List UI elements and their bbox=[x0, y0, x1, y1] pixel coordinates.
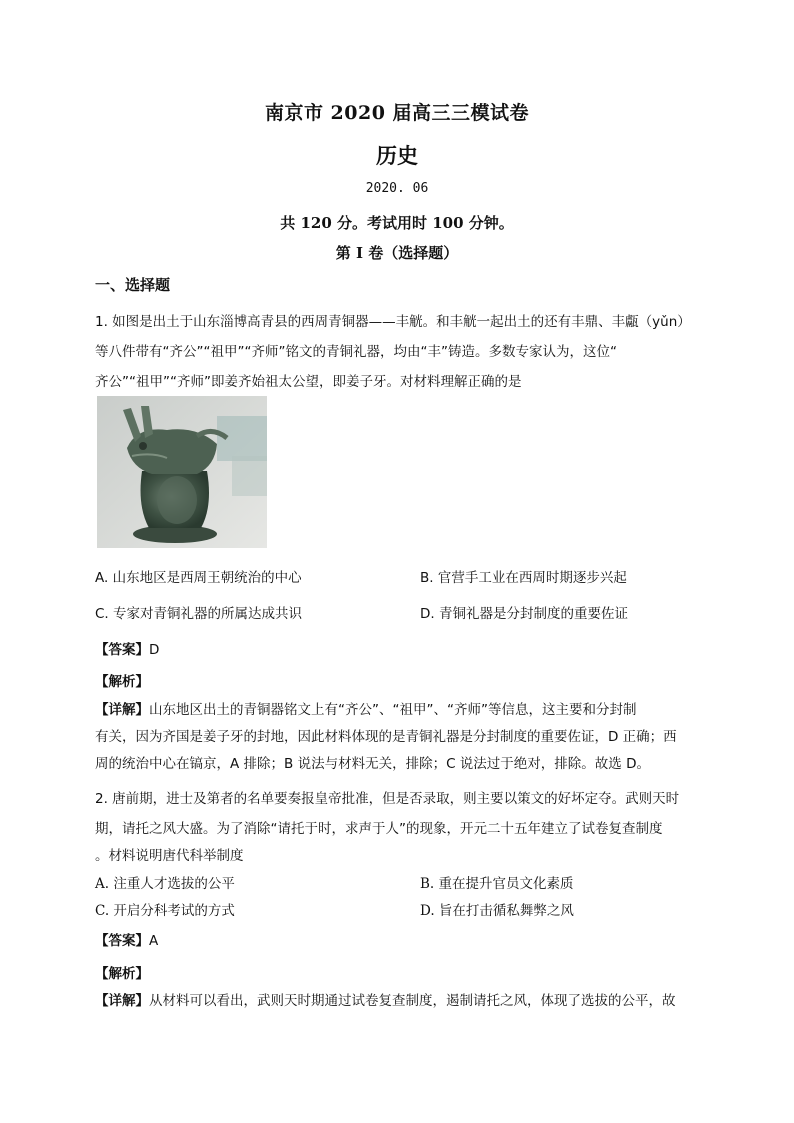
q2-answer-label: 【答案】 bbox=[95, 933, 149, 949]
volume-heading: 第 I 卷（选择题） bbox=[335, 244, 459, 262]
q2-stem-line-1: 2. 唐前期，进士及第者的名单要奏报皇帝批准，但是否录取，则主要以策文的好坏定夺。武则天时 bbox=[95, 791, 680, 807]
q1-option-b: B. 官营手工业在西周时期逐步兴起 bbox=[420, 570, 627, 586]
score-time-line: 共 120 分。考试用时 100 分钟。 bbox=[280, 214, 514, 232]
subject-title: 历史 bbox=[376, 143, 418, 168]
q2-option-d: D. 旨在打击循私舞弊之风 bbox=[420, 903, 574, 919]
q1-detail-text-1: 山东地区出土的青铜器铭文上有“齐公”、“祖甲”、“齐师”等信息，这主要和分封制 bbox=[149, 702, 637, 718]
q2-analysis-label: 【解析】 bbox=[95, 966, 149, 982]
q1-analysis-label: 【解析】 bbox=[95, 674, 149, 690]
q2-detail-label: 【详解】 bbox=[95, 993, 149, 1009]
bronze-vessel-photo bbox=[97, 396, 267, 548]
q2-detail-text-1: 从材料可以看出，武则天时期通过试卷复查制度，遏制请托之风，体现了选拔的公平，故 bbox=[149, 993, 676, 1009]
q2-option-b: B. 重在提升官员文化素质 bbox=[420, 876, 574, 892]
section-heading: 一、选择题 bbox=[95, 276, 171, 294]
q1-stem-line-3: 齐公”“祖甲”“齐师”即姜齐始祖太公望，即姜子牙。对材料理解正确的是 bbox=[95, 374, 522, 390]
q1-option-c: C. 专家对青铜礼器的所属达成共识 bbox=[95, 606, 303, 622]
q1-detail-label: 【详解】 bbox=[95, 702, 149, 718]
q1-detail-line-2: 有关，因为齐国是姜子牙的封地，因此材料体现的是青铜礼器是分封制度的重要佐证，D 正确；西 bbox=[95, 729, 677, 745]
exam-date: 2020. 06 bbox=[365, 181, 429, 196]
q1-stem-line-1: 1. 如图是出土于山东淄博高青县的西周青铜器——丰觥。和丰觥一起出土的还有丰鼎、丰甗（yǔn） bbox=[95, 314, 691, 330]
exam-title: 南京市 2020 届高三三模试卷 bbox=[264, 102, 530, 124]
q1-stem-line-2: 等八件带有“齐公”“祖甲”“齐师”铭文的青铜礼器，均由“丰”铸造。多数专家认为，这位“ bbox=[95, 344, 617, 360]
q2-stem-line-3: 。材料说明唐代科举制度 bbox=[95, 848, 244, 864]
q1-answer-value: D bbox=[149, 642, 160, 658]
q1-detail-line-1 bbox=[95, 698, 636, 718]
q2-option-c: C. 开启分科考试的方式 bbox=[95, 903, 235, 919]
q2-stem-line-2: 期，请托之风大盛。为了消除“请托于时，求声于人”的现象，开元二十五年建立了试卷复查制度 bbox=[95, 821, 663, 837]
q2-detail-line-1 bbox=[95, 989, 676, 1009]
q2-answer-value: A bbox=[149, 933, 159, 949]
q1-answer-label: 【答案】 bbox=[95, 642, 149, 658]
q2-option-a: A. 注重人才选拔的公平 bbox=[95, 876, 235, 892]
q1-option-a: A. 山东地区是西周王朝统治的中心 bbox=[95, 570, 302, 586]
q1-detail-line-3: 周的统治中心在镐京，A 排除；B 说法与材料无关，排除；C 说法过于绝对，排除。故选 D。 bbox=[95, 756, 650, 772]
q2-answer-row bbox=[95, 929, 158, 949]
q1-option-d: D. 青铜礼器是分封制度的重要佐证 bbox=[420, 606, 628, 622]
q1-answer-row bbox=[95, 638, 159, 658]
